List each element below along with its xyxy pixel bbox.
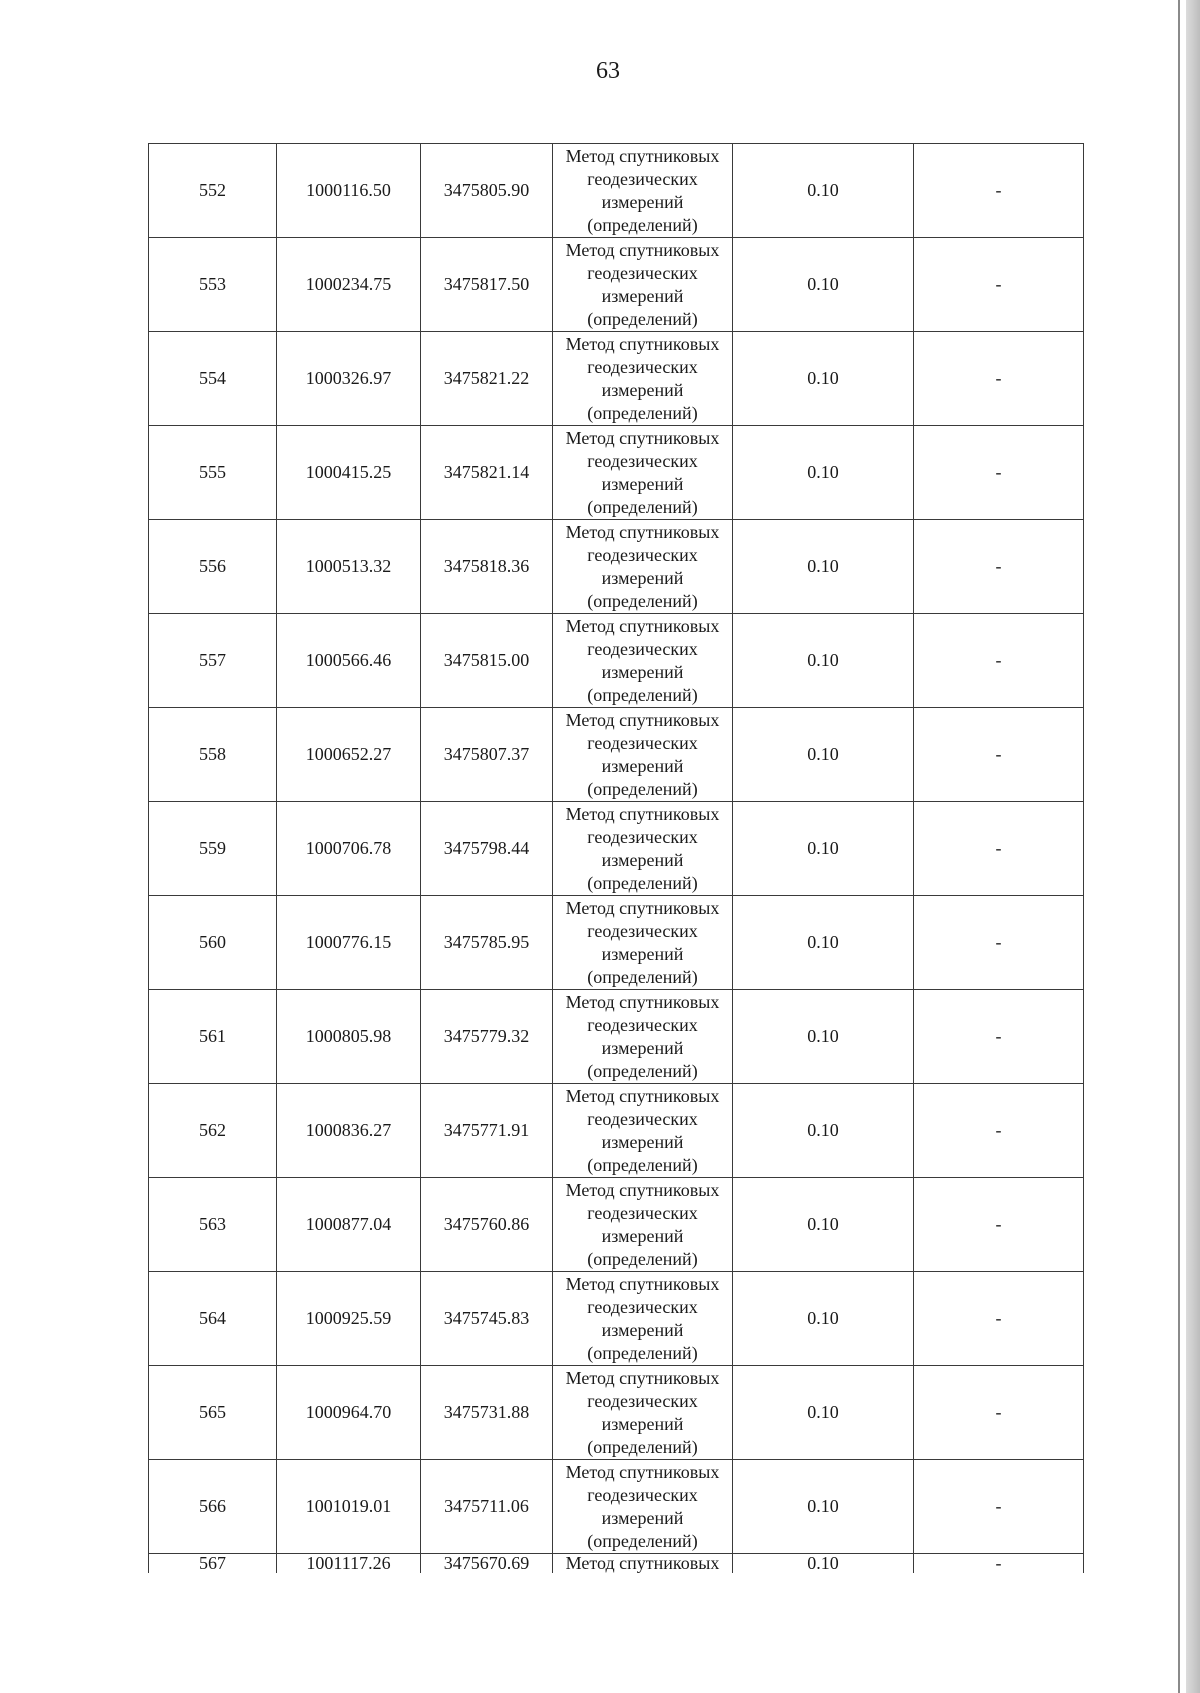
x-coordinate-cell: 1000652.27 — [277, 708, 421, 802]
method-cell: Метод спутниковых геодезических измерений (определений) — [553, 990, 733, 1084]
point-number-cell: 559 — [149, 802, 277, 896]
x-coordinate-cell: 1001019.01 — [277, 1460, 421, 1554]
page-number: 63 — [596, 58, 620, 84]
x-coordinate-cell: 1000234.75 — [277, 238, 421, 332]
note-cell: - — [914, 708, 1084, 802]
x-coordinate-cell: 1000805.98 — [277, 990, 421, 1084]
method-cell: Метод спутниковых геодезических измерений (определений) — [553, 426, 733, 520]
scan-edge-shadow — [1186, 0, 1200, 1693]
accuracy-cell: 0.10 — [733, 238, 914, 332]
method-cell: Метод спутниковых геодезических измерений (определений) — [553, 1460, 733, 1554]
point-number-cell: 565 — [149, 1366, 277, 1460]
y-coordinate-cell: 3475745.83 — [421, 1272, 553, 1366]
point-number-cell: 554 — [149, 332, 277, 426]
point-number-cell: 560 — [149, 896, 277, 990]
note-cell: - — [914, 1554, 1084, 1574]
point-number-cell: 556 — [149, 520, 277, 614]
point-number-cell: 552 — [149, 144, 277, 238]
accuracy-cell: 0.10 — [733, 520, 914, 614]
y-coordinate-cell: 3475711.06 — [421, 1460, 553, 1554]
accuracy-cell: 0.10 — [733, 426, 914, 520]
y-coordinate-cell: 3475805.90 — [421, 144, 553, 238]
note-cell: - — [914, 802, 1084, 896]
x-coordinate-cell: 1000836.27 — [277, 1084, 421, 1178]
note-cell: - — [914, 614, 1084, 708]
table-row — [149, 614, 1084, 708]
accuracy-cell: 0.10 — [733, 896, 914, 990]
accuracy-cell: 0.10 — [733, 614, 914, 708]
coordinates-table — [148, 143, 1084, 1573]
accuracy-cell: 0.10 — [733, 1178, 914, 1272]
method-cell: Метод спутниковых геодезических измерений (определений) — [553, 1178, 733, 1272]
y-coordinate-cell: 3475670.69 — [421, 1554, 553, 1574]
table-row — [149, 990, 1084, 1084]
method-cell: Метод спутниковых геодезических измерений (определений) — [553, 332, 733, 426]
x-coordinate-cell: 1000415.25 — [277, 426, 421, 520]
x-coordinate-cell: 1000706.78 — [277, 802, 421, 896]
accuracy-cell: 0.10 — [733, 990, 914, 1084]
x-coordinate-cell: 1000566.46 — [277, 614, 421, 708]
y-coordinate-cell: 3475807.37 — [421, 708, 553, 802]
note-cell: - — [914, 332, 1084, 426]
table-row — [149, 1084, 1084, 1178]
table-row — [149, 1178, 1084, 1272]
note-cell: - — [914, 1178, 1084, 1272]
accuracy-cell: 0.10 — [733, 708, 914, 802]
accuracy-cell: 0.10 — [733, 1272, 914, 1366]
note-cell: - — [914, 1366, 1084, 1460]
point-number-cell: 566 — [149, 1460, 277, 1554]
y-coordinate-cell: 3475798.44 — [421, 802, 553, 896]
method-cell: Метод спутниковых — [553, 1554, 733, 1574]
x-coordinate-cell: 1000964.70 — [277, 1366, 421, 1460]
accuracy-cell: 0.10 — [733, 332, 914, 426]
note-cell: - — [914, 896, 1084, 990]
table-row — [149, 1460, 1084, 1554]
note-cell: - — [914, 1460, 1084, 1554]
table-row — [149, 426, 1084, 520]
y-coordinate-cell: 3475815.00 — [421, 614, 553, 708]
y-coordinate-cell: 3475779.32 — [421, 990, 553, 1084]
y-coordinate-cell: 3475818.36 — [421, 520, 553, 614]
coordinates-table-body — [149, 144, 1084, 1574]
method-cell: Метод спутниковых геодезических измерений (определений) — [553, 614, 733, 708]
table-row — [149, 1272, 1084, 1366]
table-row — [149, 1366, 1084, 1460]
table-row — [149, 332, 1084, 426]
x-coordinate-cell: 1000326.97 — [277, 332, 421, 426]
note-cell: - — [914, 1272, 1084, 1366]
y-coordinate-cell: 3475817.50 — [421, 238, 553, 332]
x-coordinate-cell: 1000925.59 — [277, 1272, 421, 1366]
scan-edge-line — [1178, 0, 1180, 1693]
y-coordinate-cell: 3475771.91 — [421, 1084, 553, 1178]
table-row — [149, 144, 1084, 238]
note-cell: - — [914, 238, 1084, 332]
note-cell: - — [914, 990, 1084, 1084]
table-row — [149, 896, 1084, 990]
point-number-cell: 558 — [149, 708, 277, 802]
point-number-cell: 567 — [149, 1554, 277, 1574]
point-number-cell: 557 — [149, 614, 277, 708]
x-coordinate-cell: 1000513.32 — [277, 520, 421, 614]
method-cell: Метод спутниковых геодезических измерений (определений) — [553, 1272, 733, 1366]
point-number-cell: 562 — [149, 1084, 277, 1178]
y-coordinate-cell: 3475821.14 — [421, 426, 553, 520]
table-row — [149, 238, 1084, 332]
x-coordinate-cell: 1001117.26 — [277, 1554, 421, 1574]
accuracy-cell: 0.10 — [733, 802, 914, 896]
x-coordinate-cell: 1000776.15 — [277, 896, 421, 990]
method-cell: Метод спутниковых геодезических измерений (определений) — [553, 896, 733, 990]
method-cell: Метод спутниковых геодезических измерений (определений) — [553, 144, 733, 238]
method-cell: Метод спутниковых геодезических измерений (определений) — [553, 708, 733, 802]
note-cell: - — [914, 520, 1084, 614]
point-number-cell: 563 — [149, 1178, 277, 1272]
method-cell: Метод спутниковых геодезических измерений (определений) — [553, 520, 733, 614]
note-cell: - — [914, 144, 1084, 238]
note-cell: - — [914, 426, 1084, 520]
accuracy-cell: 0.10 — [733, 1460, 914, 1554]
accuracy-cell: 0.10 — [733, 1366, 914, 1460]
point-number-cell: 561 — [149, 990, 277, 1084]
x-coordinate-cell: 1000116.50 — [277, 144, 421, 238]
point-number-cell: 564 — [149, 1272, 277, 1366]
table-row — [149, 520, 1084, 614]
method-cell: Метод спутниковых геодезических измерений (определений) — [553, 1366, 733, 1460]
y-coordinate-cell: 3475731.88 — [421, 1366, 553, 1460]
y-coordinate-cell: 3475785.95 — [421, 896, 553, 990]
y-coordinate-cell: 3475760.86 — [421, 1178, 553, 1272]
table-row — [149, 802, 1084, 896]
note-cell: - — [914, 1084, 1084, 1178]
method-cell: Метод спутниковых геодезических измерений (определений) — [553, 802, 733, 896]
accuracy-cell: 0.10 — [733, 144, 914, 238]
table-row-partial — [149, 1554, 1084, 1574]
accuracy-cell: 0.10 — [733, 1084, 914, 1178]
method-cell: Метод спутниковых геодезических измерений (определений) — [553, 238, 733, 332]
accuracy-cell: 0.10 — [733, 1554, 914, 1574]
point-number-cell: 555 — [149, 426, 277, 520]
y-coordinate-cell: 3475821.22 — [421, 332, 553, 426]
table-row — [149, 708, 1084, 802]
x-coordinate-cell: 1000877.04 — [277, 1178, 421, 1272]
point-number-cell: 553 — [149, 238, 277, 332]
method-cell: Метод спутниковых геодезических измерений (определений) — [553, 1084, 733, 1178]
